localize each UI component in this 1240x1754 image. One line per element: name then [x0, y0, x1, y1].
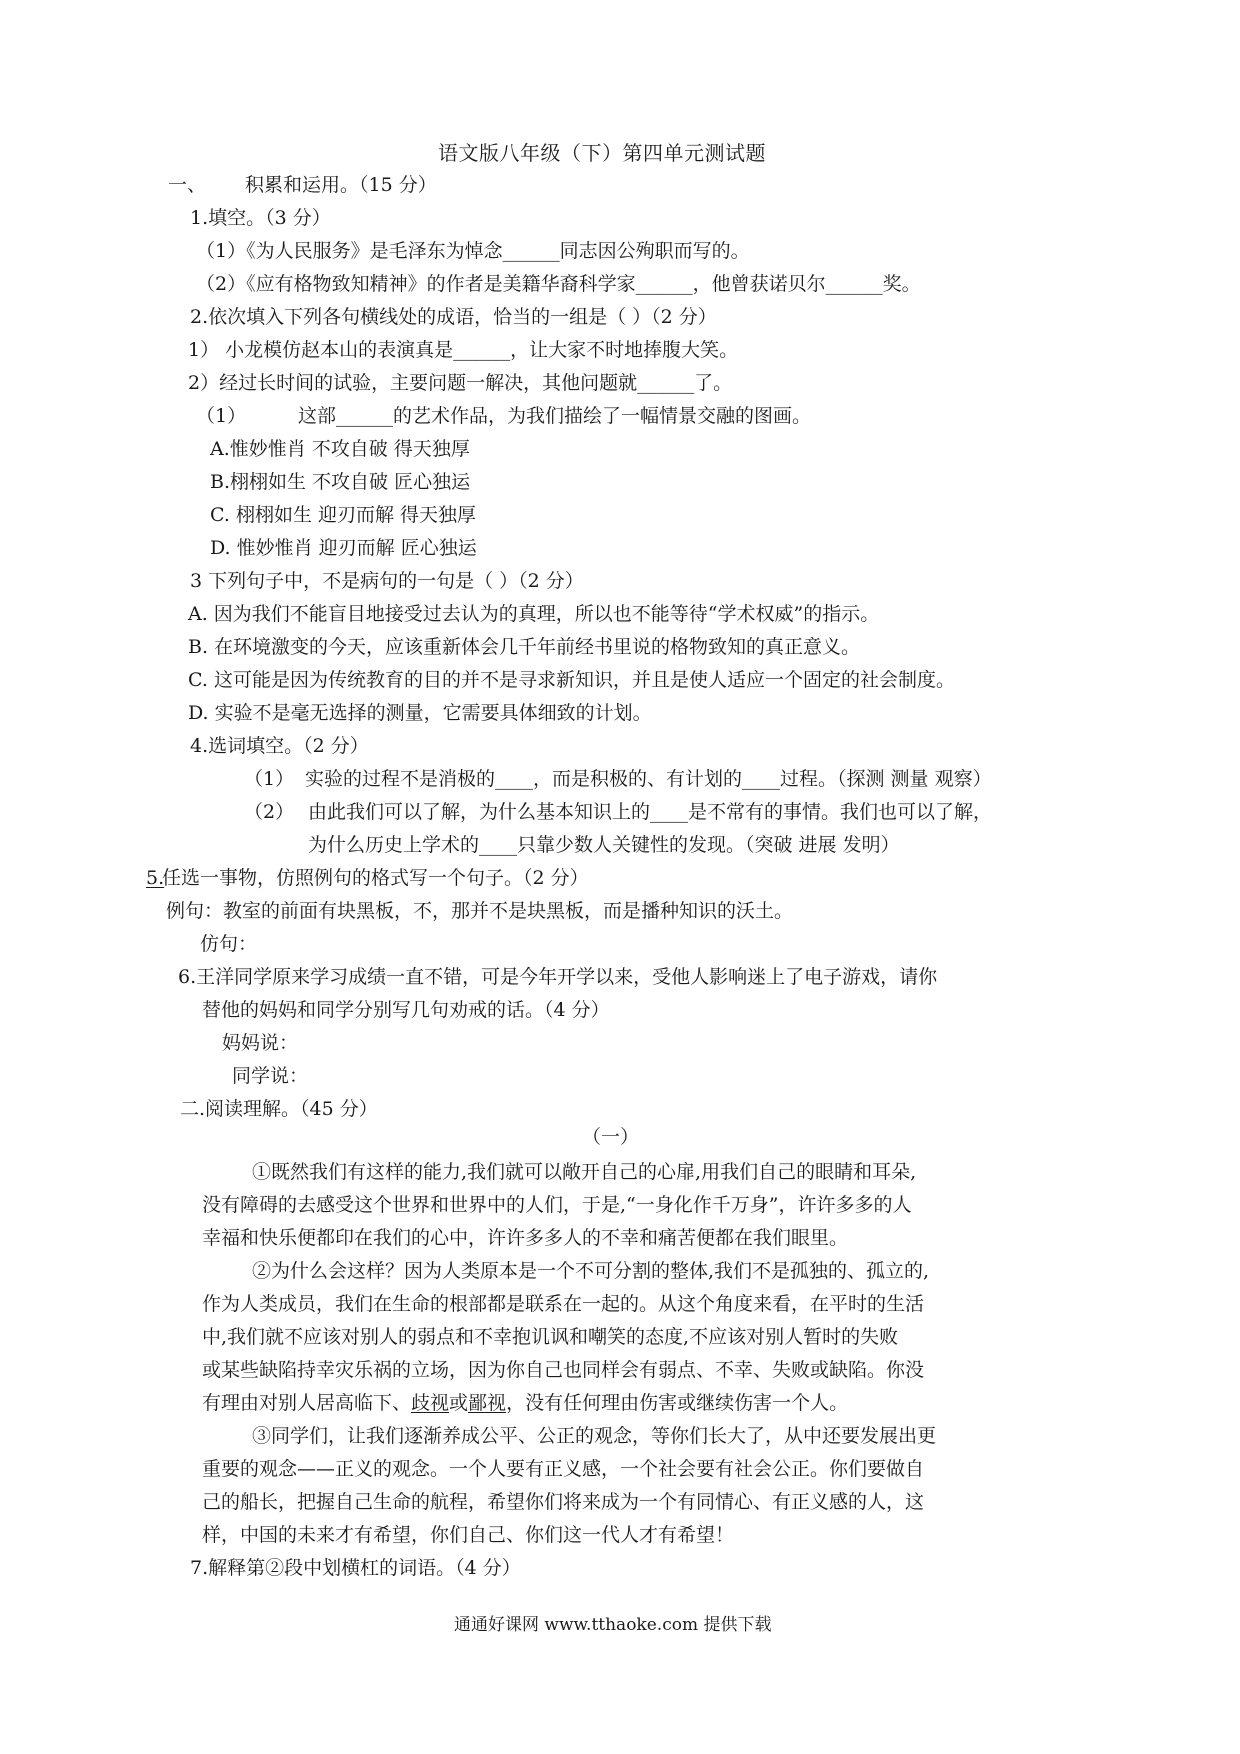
q2-option-b: B.栩栩如生 不攻自破 匠心独运 — [210, 471, 471, 493]
q4-item-2-continued: 为什么历史上学术的____只靠少数人关键性的发现。（突破 进展 发明） — [308, 834, 900, 856]
underlined-word-despise: 鄙视 — [468, 1392, 507, 1414]
q4-item-2: 由此我们可以了解，为什么基本知识上的____是不常有的事情。我们也可以了解， — [308, 801, 993, 823]
q2-item-2: 2）经过长时间的试验，主要问题一解决，其他问题就______了。 — [188, 372, 733, 394]
para2-line-2: 作为人类成员，我们在生命的根部都是联系在一起的。从这个角度来看，在平时的生活 — [202, 1293, 925, 1315]
q4-item-1-number: （1） — [244, 768, 295, 790]
para2-line-3: 中,我们就不应该对别人的弱点和不幸抱讥讽和嘲笑的态度,不应该对别人暂时的失败 — [202, 1326, 899, 1348]
q3-option-a: A. 因为我们不能盲目地接受过去认为的真理，所以也不能等待“学术权威”的指示。 — [188, 603, 880, 625]
section1-heading: 积累和运用。（15 分） — [245, 174, 437, 196]
q3-stem: 3 下列句子中，不是病句的一句是（ ）（2 分） — [190, 570, 584, 592]
q5-number: 5. — [146, 867, 165, 889]
para2-or: 或 — [449, 1392, 469, 1414]
para1-line-1: ①既然我们有这样的能力,我们就可以敞开自己的心扉,用我们自己的眼睛和耳朵, — [252, 1161, 917, 1183]
para3-line-3: 己的船长，把握自己生命的航程，希望你们将来成为一个有同情心、有正义感的人，这 — [202, 1491, 925, 1513]
q5-example: 例句：教室的前面有块黑板，不，那并不是块黑板，而是播种知识的沃土。 — [166, 900, 794, 922]
section2-heading: 二.阅读理解。（45 分） — [180, 1098, 378, 1120]
q7-stem: 7.解释第②段中划横杠的词语。（4 分） — [190, 1557, 521, 1579]
para2-line-5 — [202, 1390, 848, 1416]
q3-option-c: C. 这可能是因为传统教育的目的并不是寻求新知识，并且是使人适应一个固定的社会制度。 — [188, 669, 955, 691]
page-footer: 通通好课网 www.tthaoke.com 提供下载 — [454, 1615, 772, 1635]
passage-label: （一） — [582, 1126, 640, 1148]
q2-option-a: A.惟妙惟肖 不攻自破 得天独厚 — [210, 438, 470, 460]
q2-item-1: 1） 小龙模仿赵本山的表演真是______，让大家不时地捧腹大笑。 — [188, 339, 739, 361]
q6-mom-label: 妈妈说： — [222, 1032, 299, 1054]
q6-stem-continued: 替他的妈妈和同学分别写几句劝戒的话。（4 分） — [202, 999, 610, 1021]
para3-line-1: ③同学们，让我们逐渐养成公平、公正的观念，等你们长大了，从中还要发展出更 — [252, 1425, 937, 1447]
q2-item-3-number: （1） — [196, 405, 247, 427]
q6-classmate-label: 同学说： — [232, 1065, 309, 1087]
para1-line-3: 幸福和快乐便都印在我们的心中，许许多多人的不幸和痛苦便都在我们眼里。 — [202, 1227, 849, 1249]
para2-line-1: ②为什么会这样？因为人类原本是一个不可分割的整体,我们不是孤独的、孤立的, — [252, 1260, 930, 1282]
q1-item-1: （1）《为人民服务》是毛泽东为悼念______同志因公殉职而写的。 — [196, 240, 750, 262]
para2-line-4: 或某些缺陷持幸灾乐祸的立场，因为你自己也同样会有弱点、不幸、失败或缺陷。你没 — [202, 1359, 925, 1381]
q5-imitate-label: 仿句： — [200, 933, 258, 955]
q4-item-1: 实验的过程不是消极的____，而是积极的、有计划的____过程。（探测 测量 观察） — [305, 768, 992, 790]
q6-stem: 6.王洋同学原来学习成绩一直不错，可是今年开学以来，受他人影响迷上了电子游戏，请你 — [178, 966, 938, 988]
q5-stem: 任选一事物，仿照例句的格式写一个句子。（2 分） — [162, 867, 589, 889]
para2-line-5-end: ，没有任何理由伤害或继续伤害一个人。 — [506, 1392, 849, 1414]
page-title: 语文版八年级（下）第四单元测试题 — [438, 141, 766, 165]
q2-option-d: D. 惟妙惟肖 迎刃而解 匠心独运 — [210, 537, 477, 559]
para3-line-2: 重要的观念——正义的观念。一个人要有正义感，一个社会要有社会公正。你们要做自 — [202, 1458, 925, 1480]
section1-number: 一、 — [168, 174, 207, 196]
q2-stem: 2.依次填入下列各句横线处的成语，恰当的一组是（ ）（2 分） — [190, 306, 717, 328]
underlined-word-discriminate: 歧视 — [411, 1392, 450, 1414]
para3-line-4: 样，中国的未来才有希望，你们自己、你们这一代人才有希望！ — [202, 1524, 735, 1546]
q1-stem: 1.填空。（3 分） — [190, 207, 331, 229]
q2-item-3: 这部______的艺术作品，为我们描绘了一幅情景交融的图画。 — [298, 405, 812, 427]
q3-option-b: B. 在环境激变的今天，应该重新体会几千年前经书里说的格物致知的真正意义。 — [188, 636, 861, 658]
q3-option-d: D. 实验不是毫无选择的测量，它需要具体细致的计划。 — [188, 702, 652, 724]
q4-item-2-number: （2） — [244, 801, 295, 823]
para2-line-5-start: 有理由对别人居高临下、 — [202, 1392, 412, 1414]
para1-line-2: 没有障碍的去感受这个世界和世界中的人们，于是,“一身化作千万身”，许许多多的人 — [202, 1194, 912, 1216]
q1-item-2: （2）《应有格物致知精神》的作者是美籍华裔科学家______，他曾获诺贝尔______奖。 — [196, 273, 921, 295]
q4-stem: 4.选词填空。（2 分） — [190, 735, 369, 757]
q2-option-c: C. 栩栩如生 迎刃而解 得天独厚 — [210, 504, 477, 526]
